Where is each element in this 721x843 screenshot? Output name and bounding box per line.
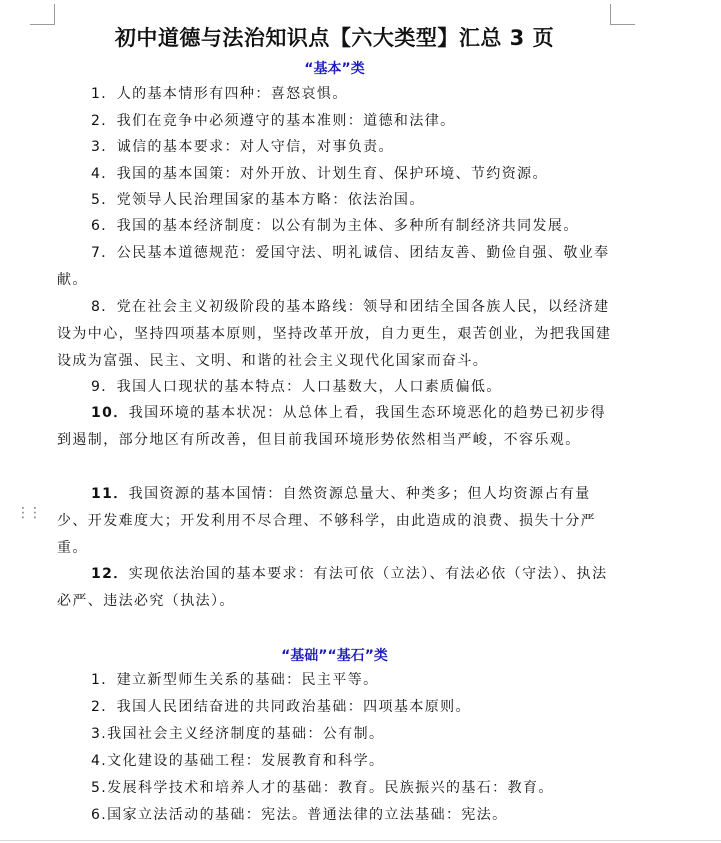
list-item: 6．我国的基本经济制度：以公有制为主体、多种所有制经济共同发展。: [91, 218, 579, 234]
list-item: 3.我国社会主义经济制度的基础：公有制。: [91, 726, 385, 742]
list-item: 7．公民基本道德规范：爱国守法、明礼诚信、团结友善、勤俭自强、敬业奉献。: [57, 245, 610, 288]
list-item: 2．我们在竞争中必须遵守的基本准则：道德和法律。: [91, 113, 456, 129]
list-item: 9．我国人口现状的基本特点：人口基数大，人口素质偏低。: [91, 379, 502, 395]
list-item: 12．实现依法治国的基本要求：有法可依（立法）、有法必依（守法）、执法必严、违法必究（执法）。: [57, 566, 608, 609]
drag-handle-icon[interactable]: ⋮⋮: [16, 505, 40, 521]
document-title: 初中道德与法治知识点【六大类型】汇总 3 页: [114, 26, 555, 50]
section-heading-foundation: “基础”“基石”类: [281, 648, 388, 664]
list-item: 1．人的基本情形有四种：喜怒哀惧。: [91, 86, 348, 102]
page-bottom-divider: [0, 840, 721, 841]
list-item: 5．党领导人民治理国家的基本方略：依法治国。: [91, 192, 425, 208]
list-item: 1．建立新型师生关系的基础：民主平等。: [91, 672, 379, 688]
list-item: 4.文化建设的基础工程：发展教育和科学。: [91, 753, 385, 769]
list-item: 6.国家立法活动的基础：宪法。普通法律的立法基础：宪法。: [91, 807, 508, 823]
list-item: 8．党在社会主义初级阶段的基本路线：领导和团结全国各族人民，以经济建设为中心，坚持四项基本原则，坚持改革开放，自力更生，艰苦创业，为把我国建设成为富强、民主、文明、和谐的社会主义现代化国家而奋斗。: [57, 299, 612, 369]
list-item: 2．我国人民团结奋进的共同政治基础：四项基本原则。: [91, 699, 471, 715]
list-item: 10．我国环境的基本状况：从总体上看，我国生态环境恶化的趋势已初步得到遏制，部分地区有所改善，但目前我国环境形势依然相当严峻，不容乐观。: [57, 405, 607, 448]
list-item: 5.发展科学技术和培养人才的基础：教育。民族振兴的基石：教育。: [91, 780, 554, 796]
list-item: 4．我国的基本国策：对外开放、计划生育、保护环境、节约资源。: [91, 166, 548, 182]
section-heading-basic: “基本”类: [304, 61, 365, 77]
list-item: 3．诚信的基本要求：对人守信，对事负责。: [91, 139, 394, 155]
list-item: 11．我国资源的基本国情：自然资源总量大、种类多；但人均资源占有量少、开发难度大；开发利用不尽合理、不够科学，由此造成的浪费、损失十分严重。: [57, 486, 596, 556]
